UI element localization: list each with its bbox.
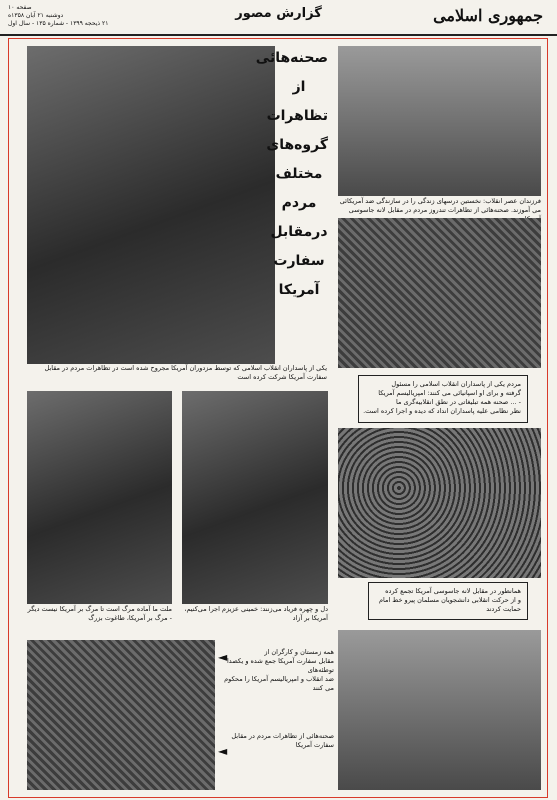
caption-box-1 xyxy=(358,375,528,423)
large-crowd-photo xyxy=(27,640,215,790)
bottom-left-caption: صحنه‌هائی از تظاهرات مردم در مقابل سفارت آمریکا xyxy=(231,732,334,749)
headline xyxy=(255,44,328,305)
masthead: جمهوری اسلامی xyxy=(433,6,543,25)
crowd-photo-right xyxy=(338,218,541,368)
banner-photo xyxy=(338,630,541,790)
box-line: گرفته و برای او اسپانیائی می کنند: امپریالیسم آمریکا xyxy=(378,389,521,397)
center-caption: دل و چهره فریاد می‌زنند: خمینی عزیزم اجرا می‌کنیم، آمریکا بر آزاد xyxy=(184,605,328,622)
arrow-left-icon: ◄ xyxy=(218,744,228,758)
issue-date: دوشنبه ۲۱ آبان ۱۳۵۸ه xyxy=(8,12,64,19)
section-title: گزارش مصور xyxy=(235,6,322,21)
box-line: همه زمستان و کارگران از xyxy=(264,648,334,656)
headline-line: از xyxy=(292,79,306,95)
box-line: - ... صحنه همه تبلیغاتی در نطق انقلابیه‌گری ما xyxy=(396,398,521,406)
caption-box-3 xyxy=(222,648,334,693)
caption-box-2 xyxy=(368,582,528,620)
page-header xyxy=(0,0,557,36)
main-photo-wounded-guard xyxy=(27,46,275,364)
page-number: صفحه ۱۰ xyxy=(8,4,32,11)
headline-line: سفارت xyxy=(273,253,325,269)
headline-line: مختلف xyxy=(275,166,323,182)
box-line: مردم یکی از پاسداران انقلاب اسلامی را مسئول xyxy=(391,380,521,388)
box-line: نظر نظامی علیه پاسداران انداد که دیده و اجرا کرده است. xyxy=(363,407,521,415)
top-right-caption: فرزندان عصر انقلاب: نخستین درسهای زندگی را در سازندگی ضد آمریکائی می آموزند. صحنه‌هائی از تظاهرات تندروز مردم در مقابل لانه جاسوسی xyxy=(339,197,541,214)
shouting-man-photo xyxy=(27,391,172,604)
left-middle-caption: ملت ما آماده مرگ است تا مرگ بر آمریکا نیست دیگر - مرگ بر آمریکا، طاغوت بزرگ xyxy=(27,605,172,622)
box-line: ضد انقلاب و امپریالیسم آمریکا را محکوم می کنند xyxy=(224,675,334,692)
box-line: مقابل سفارت آمریکا جمع شده و یکصدا توطئه‌های xyxy=(227,657,334,674)
headline-line: مردم xyxy=(281,195,317,211)
headline-line: صحنه‌هائی xyxy=(255,50,328,66)
headline-line: آمریکا xyxy=(278,282,320,298)
box-line: و از حرکت انقلابی دانشجویان مسلمان پیرو خط امام xyxy=(378,596,521,604)
issue-number: ۲۱ ذیحجه ۱۳۹۹ - شماره ۱۳۵ - سال اول xyxy=(8,20,109,27)
box-line: همانطور در مقابل لانه جاسوسی آمریکا تجمع کرده xyxy=(385,587,521,595)
seated-crowd-photo xyxy=(338,428,541,578)
child-on-shoulders-photo xyxy=(338,46,541,196)
box-line: حمایت کردند xyxy=(486,605,521,613)
women-protest-photo xyxy=(182,391,328,604)
headline-line: گروه‌های xyxy=(266,137,328,153)
headline-line: تظاهرات xyxy=(266,108,328,124)
main-photo-caption: یکی از پاسداران انقلاب اسلامی که توسط مزدوران آمریکا مجروح شده است در تظاهرات مردم در مقابل سفارت آمریکا شرکت کرده است xyxy=(44,364,327,381)
headline-line: درمقابل xyxy=(270,224,328,240)
arrow-left-icon: ◄ xyxy=(218,650,228,664)
